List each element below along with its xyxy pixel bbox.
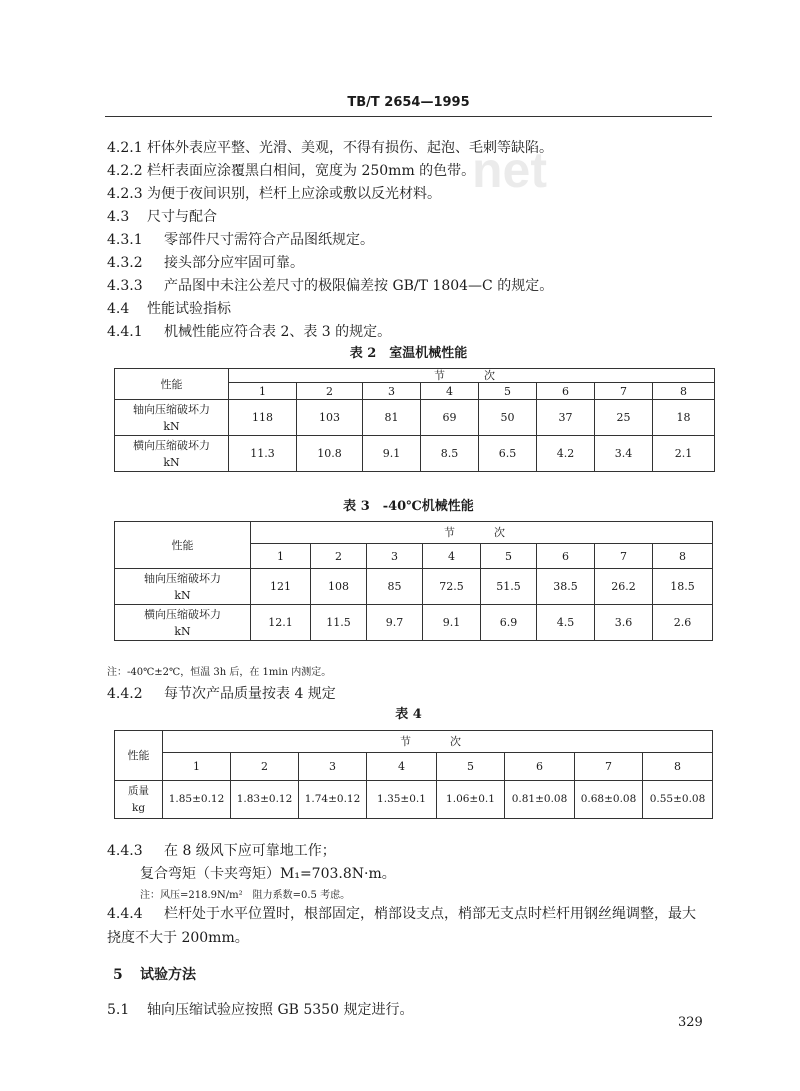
property-header: 性能	[115, 369, 229, 400]
table-cell: 2.1	[653, 436, 715, 472]
section-5	[113, 965, 196, 985]
clause-4-4-1	[107, 322, 391, 342]
column-header: 8	[653, 544, 713, 569]
column-header: 6	[505, 753, 575, 781]
clause-number: 4.2.1	[107, 140, 143, 156]
group-header: 节 次	[251, 522, 713, 544]
table-cell: 38.5	[537, 569, 595, 605]
group-header: 节 次	[163, 731, 713, 753]
table-2	[114, 368, 715, 472]
table-cell: 10.8	[297, 436, 363, 472]
table-cell: 8.5	[421, 436, 479, 472]
row-label	[115, 400, 229, 436]
section-title: 试验方法	[140, 967, 196, 983]
watermark: net	[472, 142, 547, 198]
table-cell: 9.1	[423, 605, 481, 641]
column-header: 6	[537, 544, 595, 569]
clause-number: 5.1	[107, 1002, 130, 1018]
group-header-row	[115, 522, 713, 544]
property-unit: kN	[163, 419, 180, 433]
column-header: 8	[653, 383, 715, 400]
table-cell: 1.74±0.12	[299, 781, 367, 819]
clause-text: 接头部分应牢固可靠。	[164, 255, 304, 271]
clause-number: 4.4.1	[107, 324, 143, 340]
table-cell: 81	[363, 400, 421, 436]
clause-4-4-3	[107, 841, 336, 861]
table-cell: 0.68±0.08	[575, 781, 643, 819]
clause-number: 4.4.4	[107, 906, 143, 922]
column-header: 5	[481, 544, 537, 569]
column-header: 7	[595, 544, 653, 569]
column-header: 7	[575, 753, 643, 781]
property-name: 轴向压缩破坏力	[133, 402, 210, 416]
clause-text: 挠度不大于 200mm。	[107, 930, 249, 946]
table-cell: 4.5	[537, 605, 595, 641]
clause-text: 栏杆处于水平位置时，根部固定，梢部设支点，梢部无支点时栏杆用钢丝绳调整，最大	[164, 906, 696, 922]
clause-number: 4.2.2	[107, 163, 143, 179]
table-cell: 69	[421, 400, 479, 436]
table-cell: 2.6	[653, 605, 713, 641]
table-row	[115, 605, 713, 641]
column-header: 5	[479, 383, 537, 400]
table-row	[115, 569, 713, 605]
section-4-3	[107, 207, 217, 227]
column-header: 4	[367, 753, 437, 781]
table-4-caption: 表 4	[395, 707, 422, 722]
table-cell: 18	[653, 400, 715, 436]
clause-number: 4.2.3	[107, 186, 143, 202]
clause-text: 每节次产品质量按表 4 规定	[164, 686, 336, 702]
table-cell: 6.5	[479, 436, 537, 472]
bending-moment-line	[140, 864, 396, 884]
column-header: 3	[299, 753, 367, 781]
section-number: 5	[113, 967, 123, 983]
clause-number: 4.4.2	[107, 686, 143, 702]
clause-number: 4.4.3	[107, 843, 143, 859]
column-header: 3	[363, 383, 421, 400]
section-4-4	[107, 299, 231, 319]
property-unit: kN	[174, 588, 191, 602]
column-header: 4	[423, 544, 481, 569]
column-header: 8	[643, 753, 713, 781]
clause-text: 在 8 级风下应可靠地工作；	[164, 843, 336, 859]
section-title: 性能试验指标	[147, 301, 231, 317]
bending-moment-text: 复合弯矩（卡夹弯矩）M₁=703.8N·m。	[140, 866, 396, 882]
section-title: 尺寸与配合	[147, 209, 217, 225]
table-cell: 37	[537, 400, 595, 436]
section-number: 4.4	[107, 301, 130, 317]
table-cell: 3.6	[595, 605, 653, 641]
property-unit: kN	[174, 624, 191, 638]
row-label	[115, 605, 251, 641]
property-unit: kg	[131, 801, 146, 814]
property-name: 质量	[128, 784, 149, 797]
clause-4-3-1	[107, 230, 374, 250]
clause-number: 4.3.3	[107, 278, 143, 294]
table-cell: 3.4	[595, 436, 653, 472]
clause-4-2-2	[107, 161, 475, 181]
clause-4-4-2	[107, 684, 336, 704]
table-cell: 108	[311, 569, 367, 605]
table-cell: 85	[367, 569, 423, 605]
section-number: 4.3	[107, 209, 130, 225]
clause-text: 为便于夜间识别，栏杆上应涂或敷以反光材料。	[147, 186, 441, 202]
table-4	[114, 730, 713, 819]
table-row	[115, 436, 715, 472]
property-name: 轴向压缩破坏力	[144, 571, 221, 585]
table-2-caption: 表 2 室温机械性能	[349, 346, 468, 361]
property-header: 性能	[115, 731, 163, 781]
clause-text: 杆体外表应平整、光滑、美观，不得有损伤、起泡、毛刺等缺陷。	[147, 140, 553, 156]
column-header: 2	[231, 753, 299, 781]
table-cell: 6.9	[481, 605, 537, 641]
table-3-note: 注：-40℃±2℃，恒温 3h 后，在 1min 内测定。	[107, 667, 332, 678]
table-3	[114, 521, 713, 641]
table-3-caption: 表 3 -40℃机械性能	[343, 499, 474, 514]
table-row	[115, 781, 713, 819]
table-cell: 25	[595, 400, 653, 436]
table-cell: 1.06±0.1	[437, 781, 505, 819]
table-cell: 9.1	[363, 436, 421, 472]
wind-note: 注：风压=218.9N/m² 阻力系数=0.5 考虑。	[140, 890, 351, 901]
clause-text: 轴向压缩试验应按照 GB 5350 规定进行。	[147, 1002, 414, 1018]
table-row	[115, 400, 715, 436]
clause-text: 零部件尺寸需符合产品图纸规定。	[164, 232, 374, 248]
table-cell: 1.83±0.12	[231, 781, 299, 819]
group-header-row	[115, 369, 715, 383]
standard-header: TB/T 2654—1995	[347, 95, 470, 110]
table-cell: 1.85±0.12	[163, 781, 231, 819]
table-cell: 11.3	[229, 436, 297, 472]
clause-4-4-4-continuation	[107, 928, 249, 948]
column-header: 7	[595, 383, 653, 400]
column-header: 1	[251, 544, 311, 569]
clause-4-3-3	[107, 276, 553, 296]
row-label	[115, 569, 251, 605]
clause-text: 机械性能应符合表 2、表 3 的规定。	[164, 324, 392, 340]
clause-text: 栏杆表面应涂覆黑白相间，宽度为 250mm 的色带。	[147, 163, 476, 179]
row-label	[115, 436, 229, 472]
table-cell: 50	[479, 400, 537, 436]
row-label	[115, 781, 163, 819]
clause-5-1	[107, 1000, 413, 1020]
column-header: 2	[311, 544, 367, 569]
table-cell: 18.5	[653, 569, 713, 605]
property-name: 横向压缩破坏力	[133, 438, 210, 452]
table-cell: 12.1	[251, 605, 311, 641]
clause-4-4-4	[107, 904, 696, 924]
table-cell: 0.55±0.08	[643, 781, 713, 819]
clause-4-2-1	[107, 138, 553, 158]
table-cell: 4.2	[537, 436, 595, 472]
clause-text: 产品图中未注公差尺寸的极限偏差按 GB/T 1804—C 的规定。	[164, 278, 554, 294]
property-header: 性能	[115, 522, 251, 569]
column-header: 2	[297, 383, 363, 400]
table-cell: 72.5	[423, 569, 481, 605]
property-name: 横向压缩破坏力	[144, 607, 221, 621]
column-header: 1	[163, 753, 231, 781]
table-cell: 9.7	[367, 605, 423, 641]
column-header: 3	[367, 544, 423, 569]
table-cell: 0.81±0.08	[505, 781, 575, 819]
column-header: 6	[537, 383, 595, 400]
property-unit: kN	[163, 455, 180, 469]
table-cell: 51.5	[481, 569, 537, 605]
clause-4-2-3	[107, 184, 441, 204]
header-rule	[105, 116, 712, 117]
column-header: 5	[437, 753, 505, 781]
column-header: 1	[229, 383, 297, 400]
table-cell: 121	[251, 569, 311, 605]
table-cell: 1.35±0.1	[367, 781, 437, 819]
clause-number: 4.3.2	[107, 255, 143, 271]
column-header-row	[115, 753, 713, 781]
group-header-row	[115, 731, 713, 753]
clause-4-3-2	[107, 253, 304, 273]
table-cell: 11.5	[311, 605, 367, 641]
column-header: 4	[421, 383, 479, 400]
page-number: 329	[678, 1015, 703, 1030]
table-cell: 103	[297, 400, 363, 436]
table-cell: 26.2	[595, 569, 653, 605]
table-cell: 118	[229, 400, 297, 436]
clause-number: 4.3.1	[107, 232, 143, 248]
group-header: 节 次	[229, 369, 715, 383]
